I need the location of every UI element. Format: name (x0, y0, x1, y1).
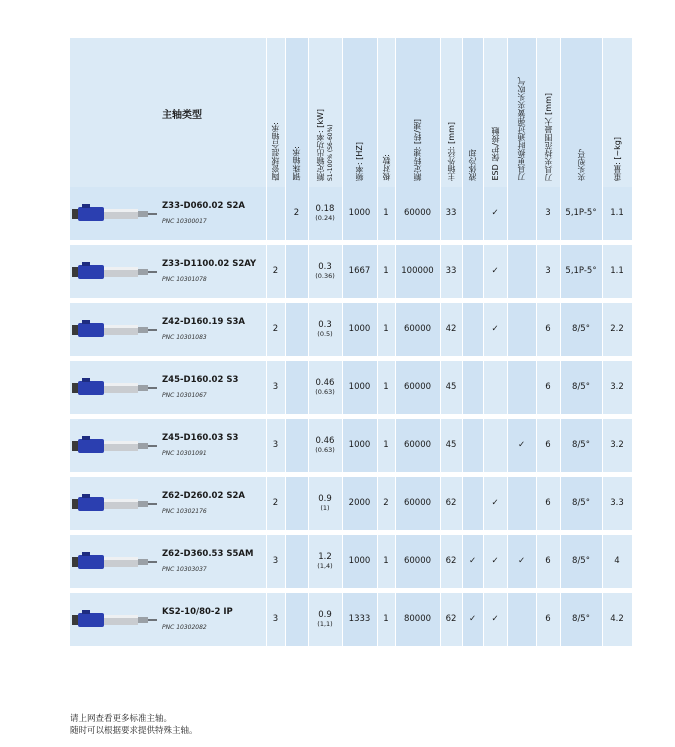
table-header (70, 38, 632, 187)
speed-cell: 60000 (403, 556, 432, 566)
power-sub-value: (1,4) (317, 561, 333, 570)
power-cell (308, 245, 342, 298)
power-sub-value: (0.63) (315, 445, 335, 454)
liquid-cooling-cell (462, 419, 483, 472)
esd-cell: ✓ (491, 266, 499, 276)
spindle-table (70, 38, 632, 646)
esd-cell (483, 419, 507, 472)
table-row (70, 477, 632, 530)
steel-bearing-cell (285, 535, 308, 588)
clamp-cell: 6 (545, 556, 551, 566)
header-diameter (440, 38, 462, 187)
weight-cell: 3.2 (610, 382, 624, 392)
weight-cell: 4.2 (610, 614, 624, 624)
table-row (70, 593, 632, 646)
table-row (70, 535, 632, 588)
air-cell (507, 477, 536, 530)
collet-cell: 8/5° (572, 614, 590, 624)
spindle-image (72, 199, 158, 229)
header-label: 夹头型号 (576, 149, 586, 181)
frequency-cell: 2000 (348, 498, 371, 508)
header-label: 刀具夹持范围最大 [mm] (543, 92, 553, 181)
liquid-cooling-cell (462, 361, 483, 414)
poles-cell: 2 (383, 498, 389, 508)
diameter-cell: 33 (445, 208, 457, 218)
collet-cell: 5,1P-5° (565, 266, 597, 276)
clamp-cell: 6 (545, 382, 551, 392)
steel-bearing-cell (285, 303, 308, 356)
air-cell (507, 245, 536, 298)
footer-line-2: 随时可以根据要求提供特殊主轴。 (70, 726, 198, 736)
clamp-cell: 6 (545, 498, 551, 508)
header-esd (483, 38, 507, 187)
header-steel (285, 38, 308, 187)
ceramic-bearing-cell: 2 (272, 324, 279, 334)
ceramic-bearing-cell (266, 187, 285, 240)
clamp-cell: 6 (545, 324, 551, 334)
power-value: 1.2 (318, 551, 332, 562)
header-collet (560, 38, 602, 187)
esd-cell: ✓ (491, 556, 499, 566)
header-label (316, 109, 336, 181)
air-cell (507, 303, 536, 356)
header-liquid-cooling (462, 38, 483, 187)
header-label: 刀具更换时通过弹簧夹头吹气 (517, 77, 526, 181)
power-cell (308, 593, 342, 646)
speed-cell: 80000 (403, 614, 432, 624)
header-label: 主轴外径: [mm] (446, 121, 456, 181)
power-value: 0.46 (315, 435, 335, 446)
spindle-pnc: PNC 10302176 (162, 508, 207, 515)
liquid-cooling-cell: ✓ (468, 556, 477, 566)
footer-line-1: 请上网查看更多标准主轴。 (70, 714, 173, 724)
speed-cell: 60000 (403, 324, 432, 334)
collet-cell: 8/5° (572, 440, 590, 450)
frequency-cell: 1000 (348, 382, 371, 392)
spindle-pnc: PNC 10301067 (162, 392, 207, 399)
power-value: 0.18 (315, 203, 335, 214)
steel-bearing-cell: 2 (293, 208, 300, 218)
power-value: 0.9 (318, 493, 332, 504)
table-row (70, 187, 632, 240)
clamp-cell: 3 (545, 208, 551, 218)
footer-note (70, 713, 198, 737)
steel-bearing-cell (285, 245, 308, 298)
spindle-name: Z33-D060.02 S2A (162, 201, 245, 211)
spindle-pnc: PNC 10301078 (162, 276, 207, 283)
table-row (70, 245, 632, 298)
spindle-pnc: PNC 10303037 (162, 566, 207, 573)
weight-cell: 3.3 (610, 498, 624, 508)
power-sub-value: (1) (320, 503, 330, 512)
air-cell (507, 361, 536, 414)
esd-cell: ✓ (491, 614, 499, 624)
steel-bearing-cell (285, 477, 308, 530)
header-power (308, 38, 342, 187)
power-cell (308, 187, 342, 240)
weight-cell: 2.2 (610, 324, 624, 334)
weight-cell: 1.1 (610, 208, 624, 218)
power-value: 0.3 (318, 319, 332, 330)
power-sub-value: (0.36) (315, 271, 335, 280)
header-speed (395, 38, 440, 187)
liquid-cooling-cell: ✓ (468, 614, 477, 624)
power-value: 0.3 (318, 261, 332, 272)
collet-cell: 8/5° (572, 382, 590, 392)
poles-cell: 1 (383, 208, 389, 218)
header-clamp (536, 38, 560, 187)
esd-cell: ✓ (491, 208, 499, 218)
spindle-image (72, 547, 158, 577)
spindle-image (72, 373, 158, 403)
clamp-cell: 3 (545, 266, 551, 276)
esd-cell (483, 361, 507, 414)
power-cell (308, 303, 342, 356)
poles-cell: 1 (383, 556, 389, 566)
header-air (507, 38, 536, 187)
spindle-name: Z42-D160.19 S3A (162, 317, 245, 327)
spindle-name: Z62-D360.53 S5AM (162, 549, 254, 559)
header-label: ESD 保护/接触 (490, 127, 500, 181)
collet-cell: 5,1P-5° (565, 208, 597, 218)
spindle-name: Z62-D260.02 S2A (162, 491, 245, 501)
spindle-pnc: PNC 10301091 (162, 450, 207, 457)
table-row (70, 419, 632, 472)
power-cell (308, 419, 342, 472)
speed-cell: 60000 (403, 440, 432, 450)
spindle-image (72, 489, 158, 519)
speed-cell: 60000 (403, 498, 432, 508)
type-column-title: 主轴类型 (162, 110, 202, 121)
spindle-image (72, 315, 158, 345)
ceramic-bearing-cell: 3 (272, 382, 279, 392)
diameter-cell: 62 (445, 556, 457, 566)
frequency-cell: 1000 (348, 324, 371, 334)
weight-cell: 4 (614, 556, 620, 566)
ceramic-bearing-cell: 3 (272, 556, 279, 566)
power-sub-value: (0.24) (315, 213, 335, 222)
steel-bearing-cell (285, 593, 308, 646)
header-label: 频率: [HZ] (355, 142, 364, 181)
header-poles (377, 38, 395, 187)
poles-cell: 1 (383, 614, 389, 624)
clamp-cell: 6 (545, 614, 551, 624)
esd-cell: ✓ (491, 324, 499, 334)
diameter-cell: 45 (445, 382, 457, 392)
liquid-cooling-cell (462, 187, 483, 240)
air-cell: ✓ (517, 556, 526, 566)
header-label: 液体冷却 (468, 149, 477, 181)
liquid-cooling-cell (462, 303, 483, 356)
frequency-cell: 1000 (348, 208, 371, 218)
header-label: 钢珠轴承: (292, 146, 301, 181)
spindle-name: Z33-D1100.02 S2AY (162, 259, 257, 269)
air-cell: ✓ (517, 440, 526, 450)
liquid-cooling-cell (462, 245, 483, 298)
spindle-image (72, 257, 158, 287)
spindle-name: Z45-D160.03 S3 (162, 433, 239, 443)
steel-bearing-cell (285, 361, 308, 414)
header-label: 额定转速: [转/速] (413, 118, 422, 181)
steel-bearing-cell (285, 419, 308, 472)
power-value: 0.46 (315, 377, 335, 388)
speed-cell: 60000 (403, 382, 432, 392)
power-cell (308, 477, 342, 530)
ceramic-bearing-cell: 2 (272, 498, 279, 508)
spindle-pnc: PNC 10302082 (162, 624, 207, 631)
speed-cell: 100000 (401, 266, 434, 276)
power-sub-value: (0.5) (317, 329, 333, 338)
frequency-cell: 1000 (348, 556, 371, 566)
poles-cell: 1 (383, 382, 389, 392)
header-label: 陶瓷球混合轴承: (271, 122, 280, 181)
collet-cell: 8/5° (572, 498, 590, 508)
ceramic-bearing-cell: 3 (272, 614, 279, 624)
diameter-cell: 33 (445, 266, 457, 276)
ceramic-bearing-cell: 2 (272, 266, 279, 276)
speed-cell: 60000 (403, 208, 432, 218)
table-row (70, 303, 632, 356)
diameter-cell: 42 (445, 324, 457, 334)
spindle-name: KS2-10/80-2 IP (162, 607, 233, 617)
diameter-cell: 62 (445, 614, 457, 624)
frequency-cell: 1333 (348, 614, 371, 624)
frequency-cell: 1000 (348, 440, 371, 450)
power-sub-value: (0.63) (315, 387, 335, 396)
poles-cell: 1 (383, 324, 389, 334)
ceramic-bearing-cell: 3 (272, 440, 279, 450)
esd-cell: ✓ (491, 498, 499, 508)
spindle-pnc: PNC 10301083 (162, 334, 207, 341)
liquid-cooling-cell (462, 477, 483, 530)
table-row (70, 361, 632, 414)
spindle-image (72, 605, 158, 635)
collet-cell: 8/5° (572, 556, 590, 566)
power-cell (308, 361, 342, 414)
header-label: 重量: [~kg] (612, 137, 622, 181)
air-cell (507, 187, 536, 240)
spindle-pnc: PNC 10300017 (162, 218, 207, 225)
spindle-image (72, 431, 158, 461)
poles-cell: 1 (383, 440, 389, 450)
power-sub-value: (1,1) (317, 619, 333, 628)
frequency-cell: 1667 (348, 266, 371, 276)
power-value: 0.9 (318, 609, 332, 620)
power-cell (308, 535, 342, 588)
poles-cell: 1 (383, 266, 389, 276)
power-sub-label: S1-100% (S6-60%) (326, 124, 334, 181)
diameter-cell: 45 (445, 440, 457, 450)
air-cell (507, 593, 536, 646)
header-label: 极对数: (381, 154, 391, 181)
header-weight (602, 38, 632, 187)
diameter-cell: 62 (445, 498, 457, 508)
clamp-cell: 6 (545, 440, 551, 450)
weight-cell: 1.1 (610, 266, 624, 276)
collet-cell: 8/5° (572, 324, 590, 334)
header-frequency (342, 38, 377, 187)
power-label: 额定输出功率: [kW] (315, 108, 325, 181)
weight-cell: 3.2 (610, 440, 624, 450)
header-ceramic (266, 38, 285, 187)
spindle-name: Z45-D160.02 S3 (162, 375, 239, 385)
